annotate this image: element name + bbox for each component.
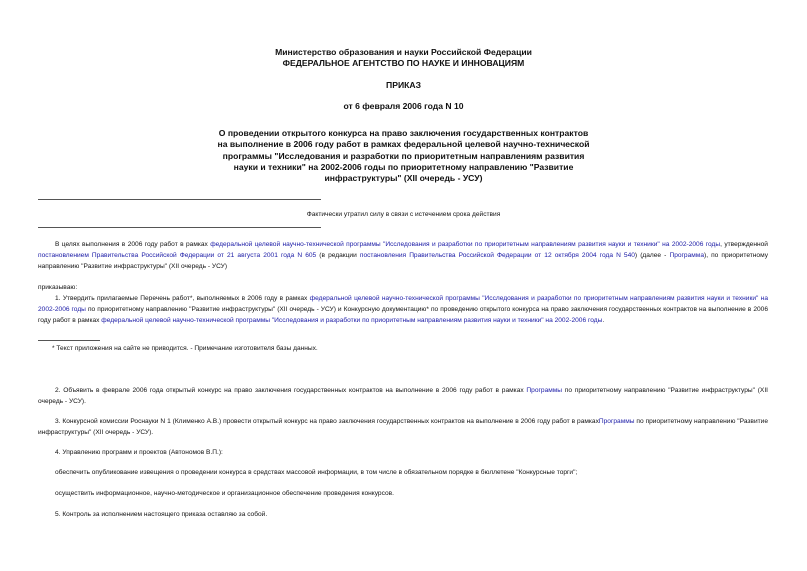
item-4a-paragraph: обеспечить опубликование извещения о проведении конкурса в средствах массовой информации, в том числе в обязательном порядке в бюллетене "Конкурсные торги"; (55, 469, 578, 476)
decree-605-link[interactable]: постановлением Правительства Российской Федерации от 21 августа 2001 года N 605 (38, 252, 317, 259)
item-text: 3. Конкурсной комиссии Роснауки N 1 (Клименко А.В.) провести открытый конкурс на право заключения государственных контрактов на выполнение в 2006 году работ в рамках (55, 418, 599, 425)
item-5-paragraph: 5. Контроль за исполнением настоящего приказа оставляю за собой. (55, 511, 268, 518)
preamble-text: , утвержденной (720, 241, 768, 248)
item-2-paragraph (38, 385, 768, 407)
preamble-text: ) (далее - (634, 252, 670, 259)
title-line: О проведении открытого конкурса на право заключения государственных контрактов (218, 128, 589, 138)
order-word: приказываю: (38, 284, 78, 291)
program-link[interactable]: федеральной целевой научно-технической программы "Исследования и разработки по приоритетным направлениям развития науки и техники" на 2002-2006 годы (38, 295, 768, 313)
item-text: 2. Объявить в феврале 2006 года открытый конкурс на право заключения государственных контрактов на выполнение в 2006 году работ в рамках (55, 387, 527, 394)
doc-type: ПРИКАЗ (386, 80, 421, 90)
item-4-paragraph: 4. Управлению программ и проектов (Автономов В.П.): (55, 449, 223, 456)
ministry-name: Министерство образования и науки Российской Федерации (275, 47, 532, 57)
doc-date-number: от 6 февраля 2006 года N 10 (343, 101, 464, 111)
preamble-text: (в редакции (316, 252, 360, 259)
program-short-link[interactable]: Программы (526, 387, 563, 394)
divider-top (38, 199, 321, 200)
item-3-paragraph (38, 416, 768, 438)
agency-name: ФЕДЕРАЛЬНОЕ АГЕНТСТВО ПО НАУКЕ И ИННОВАЦИЯМ (282, 58, 525, 68)
footnote: * Текст приложения на сайте не приводится. - Примечание изготовителя базы данных. (52, 345, 318, 352)
item-text: 1. Утвердить прилагаемые Перечень работ*, выполняемых в 2006 году в рамках (55, 295, 310, 302)
program-short-link[interactable]: Программа (669, 252, 704, 259)
preamble-paragraph (38, 239, 768, 272)
item-text: . (602, 317, 605, 324)
title-line: науки и техники" на 2002-2006 годы по приоритетному направлению "Развитие (233, 161, 574, 172)
footnote-divider (38, 340, 100, 341)
item-4b-paragraph: осуществить информационное, научно-методическое и организационное обеспечение проведения конкурсов. (55, 490, 394, 497)
preamble-text: ), по приоритетному направлению "Развитие инфраструктуры" (XII очередь - УСУ) (38, 252, 768, 270)
item-text: по приоритетному направлению "Развитие инфраструктуры" (XII очередь - УСУ). (38, 418, 768, 436)
program-link[interactable]: федеральной целевой научно-технической программы "Исследования и разработки по приоритетным направлениям развития науки и техники" на 2002-2006 годы (101, 317, 603, 324)
title-line: программы "Исследования и разработки по приоритетным направлениям развития (222, 150, 585, 161)
decree-540-link[interactable]: постановления Правительства Российской Федерации от 12 октября 2004 года N 540 (359, 252, 635, 259)
divider-bottom (38, 227, 321, 228)
doc-title (0, 128, 807, 184)
program-short-link[interactable]: Программы (598, 418, 635, 425)
item-1-paragraph (38, 293, 768, 326)
title-line: инфраструктуры" (XII очередь - УСУ) (324, 173, 483, 184)
status-note: Фактически утратил силу в связи с истечением срока действия (306, 211, 501, 218)
program-link[interactable]: федеральной целевой научно-технической программы "Исследования и разработки по приоритетным направлениям развития науки и техники" на 2002-2006 годы (210, 241, 721, 248)
preamble-text: В целях выполнения в 2006 году работ в рамках (55, 241, 211, 248)
item-text: по приоритетному направлению "Развитие инфраструктуры" (XII очередь - УСУ). (38, 387, 768, 405)
title-line: на выполнение в 2006 году работ в рамках федеральной целевой научно-технической (217, 139, 590, 150)
item-text: по приоритетному направлению "Развитие инфраструктуры" (XII очередь - УСУ) и Конкурсную документацию* по проведению открытого конкурса на право заключения государственных контрактов на выполнение в 2006 году работ в рамках (38, 306, 768, 324)
